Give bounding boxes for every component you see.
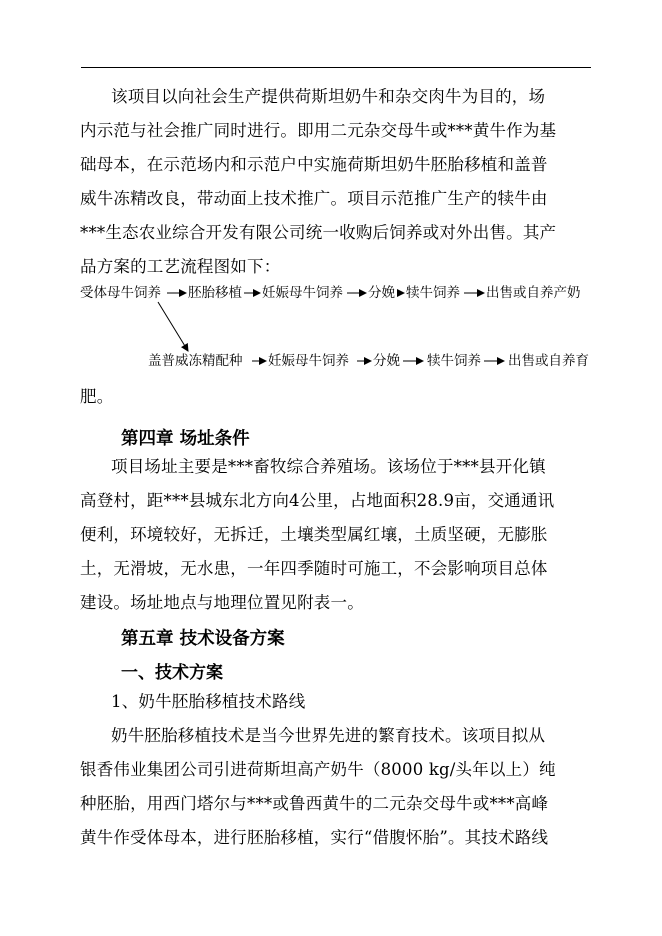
flow-step: 分娩 bbox=[373, 353, 400, 369]
chapter-4-title: 第四章 场址条件 bbox=[121, 429, 250, 449]
text-line: 内示范与社会推广同时进行。即用二元杂交母牛或***黄牛作为基 bbox=[80, 121, 557, 140]
flow-step: 分娩 bbox=[368, 285, 395, 301]
text-line: 土，无滑坡，无水患，一年四季随时可施工，不会影响项目总体 bbox=[80, 559, 548, 578]
text-line: 高登村，距***县城东北方向4公里，占地面积28.9亩，交通通讯 bbox=[80, 491, 555, 510]
text-line: 品方案的工艺流程图如下： bbox=[80, 257, 281, 276]
flow-step: 出售或自养育 bbox=[508, 353, 589, 369]
text-line: 便利，环境较好，无拆迁，土壤类型属红壤，土质坚硬，无膨胀 bbox=[80, 525, 548, 544]
text-line: ***生态农业综合开发有限公司统一收购后饲养或对外出售。其产 bbox=[80, 223, 557, 242]
flow-step: 妊娠母牛饲养 bbox=[262, 285, 343, 301]
flow-step: 出售或自养产奶 bbox=[486, 285, 581, 301]
text-line: 础母本，在示范场内和示范户中实施荷斯坦奶牛胚胎移植和盖普 bbox=[80, 155, 548, 174]
text-line: 银香伟业集团公司引进荷斯坦高产奶牛（8000 kg/头年以上）纯 bbox=[80, 760, 556, 779]
subsection-title: 1、奶牛胚胎移植技术路线 bbox=[111, 692, 306, 711]
text-line: 肥。 bbox=[80, 387, 114, 406]
flow-step: 妊娠母牛饲养 bbox=[268, 353, 349, 369]
flow-arrow bbox=[158, 302, 188, 351]
chapter-5-title: 第五章 技术设备方案 bbox=[121, 629, 285, 649]
text-line: 项目场址主要是***畜牧综合养殖场。该场位于***县开化镇 bbox=[111, 457, 546, 476]
text-line: 种胚胎，用西门塔尔与***或鲁西黄牛的二元杂交母牛或***高峰 bbox=[80, 794, 549, 813]
flow-step: 盖普威冻精配种 bbox=[148, 353, 243, 369]
text-line: 该项目以向社会生产提供荷斯坦奶牛和杂交肉牛为目的，场 bbox=[111, 87, 546, 106]
flow-step: 受体母牛饲养 bbox=[80, 285, 161, 301]
text-line: 黄牛作受体母本，进行胚胎移植，实行“借腹怀胎”。其技术路线 bbox=[80, 828, 549, 847]
text-line: 奶牛胚胎移植技术是当今世界先进的繁育技术。该项目拟从 bbox=[111, 726, 546, 745]
text-line: 建设。场址地点与地理位置见附表一。 bbox=[80, 593, 364, 612]
flow-step: 犊牛饲养 bbox=[427, 353, 481, 369]
text-line: 威牛冻精改良，带动面上技术推广。项目示范推广生产的犊牛由 bbox=[80, 189, 548, 208]
section-title: 一、技术方案 bbox=[121, 663, 223, 683]
flow-arrows bbox=[0, 0, 662, 420]
flow-step: 犊牛饲养 bbox=[406, 285, 460, 301]
flow-step: 胚胎移植 bbox=[188, 285, 242, 301]
